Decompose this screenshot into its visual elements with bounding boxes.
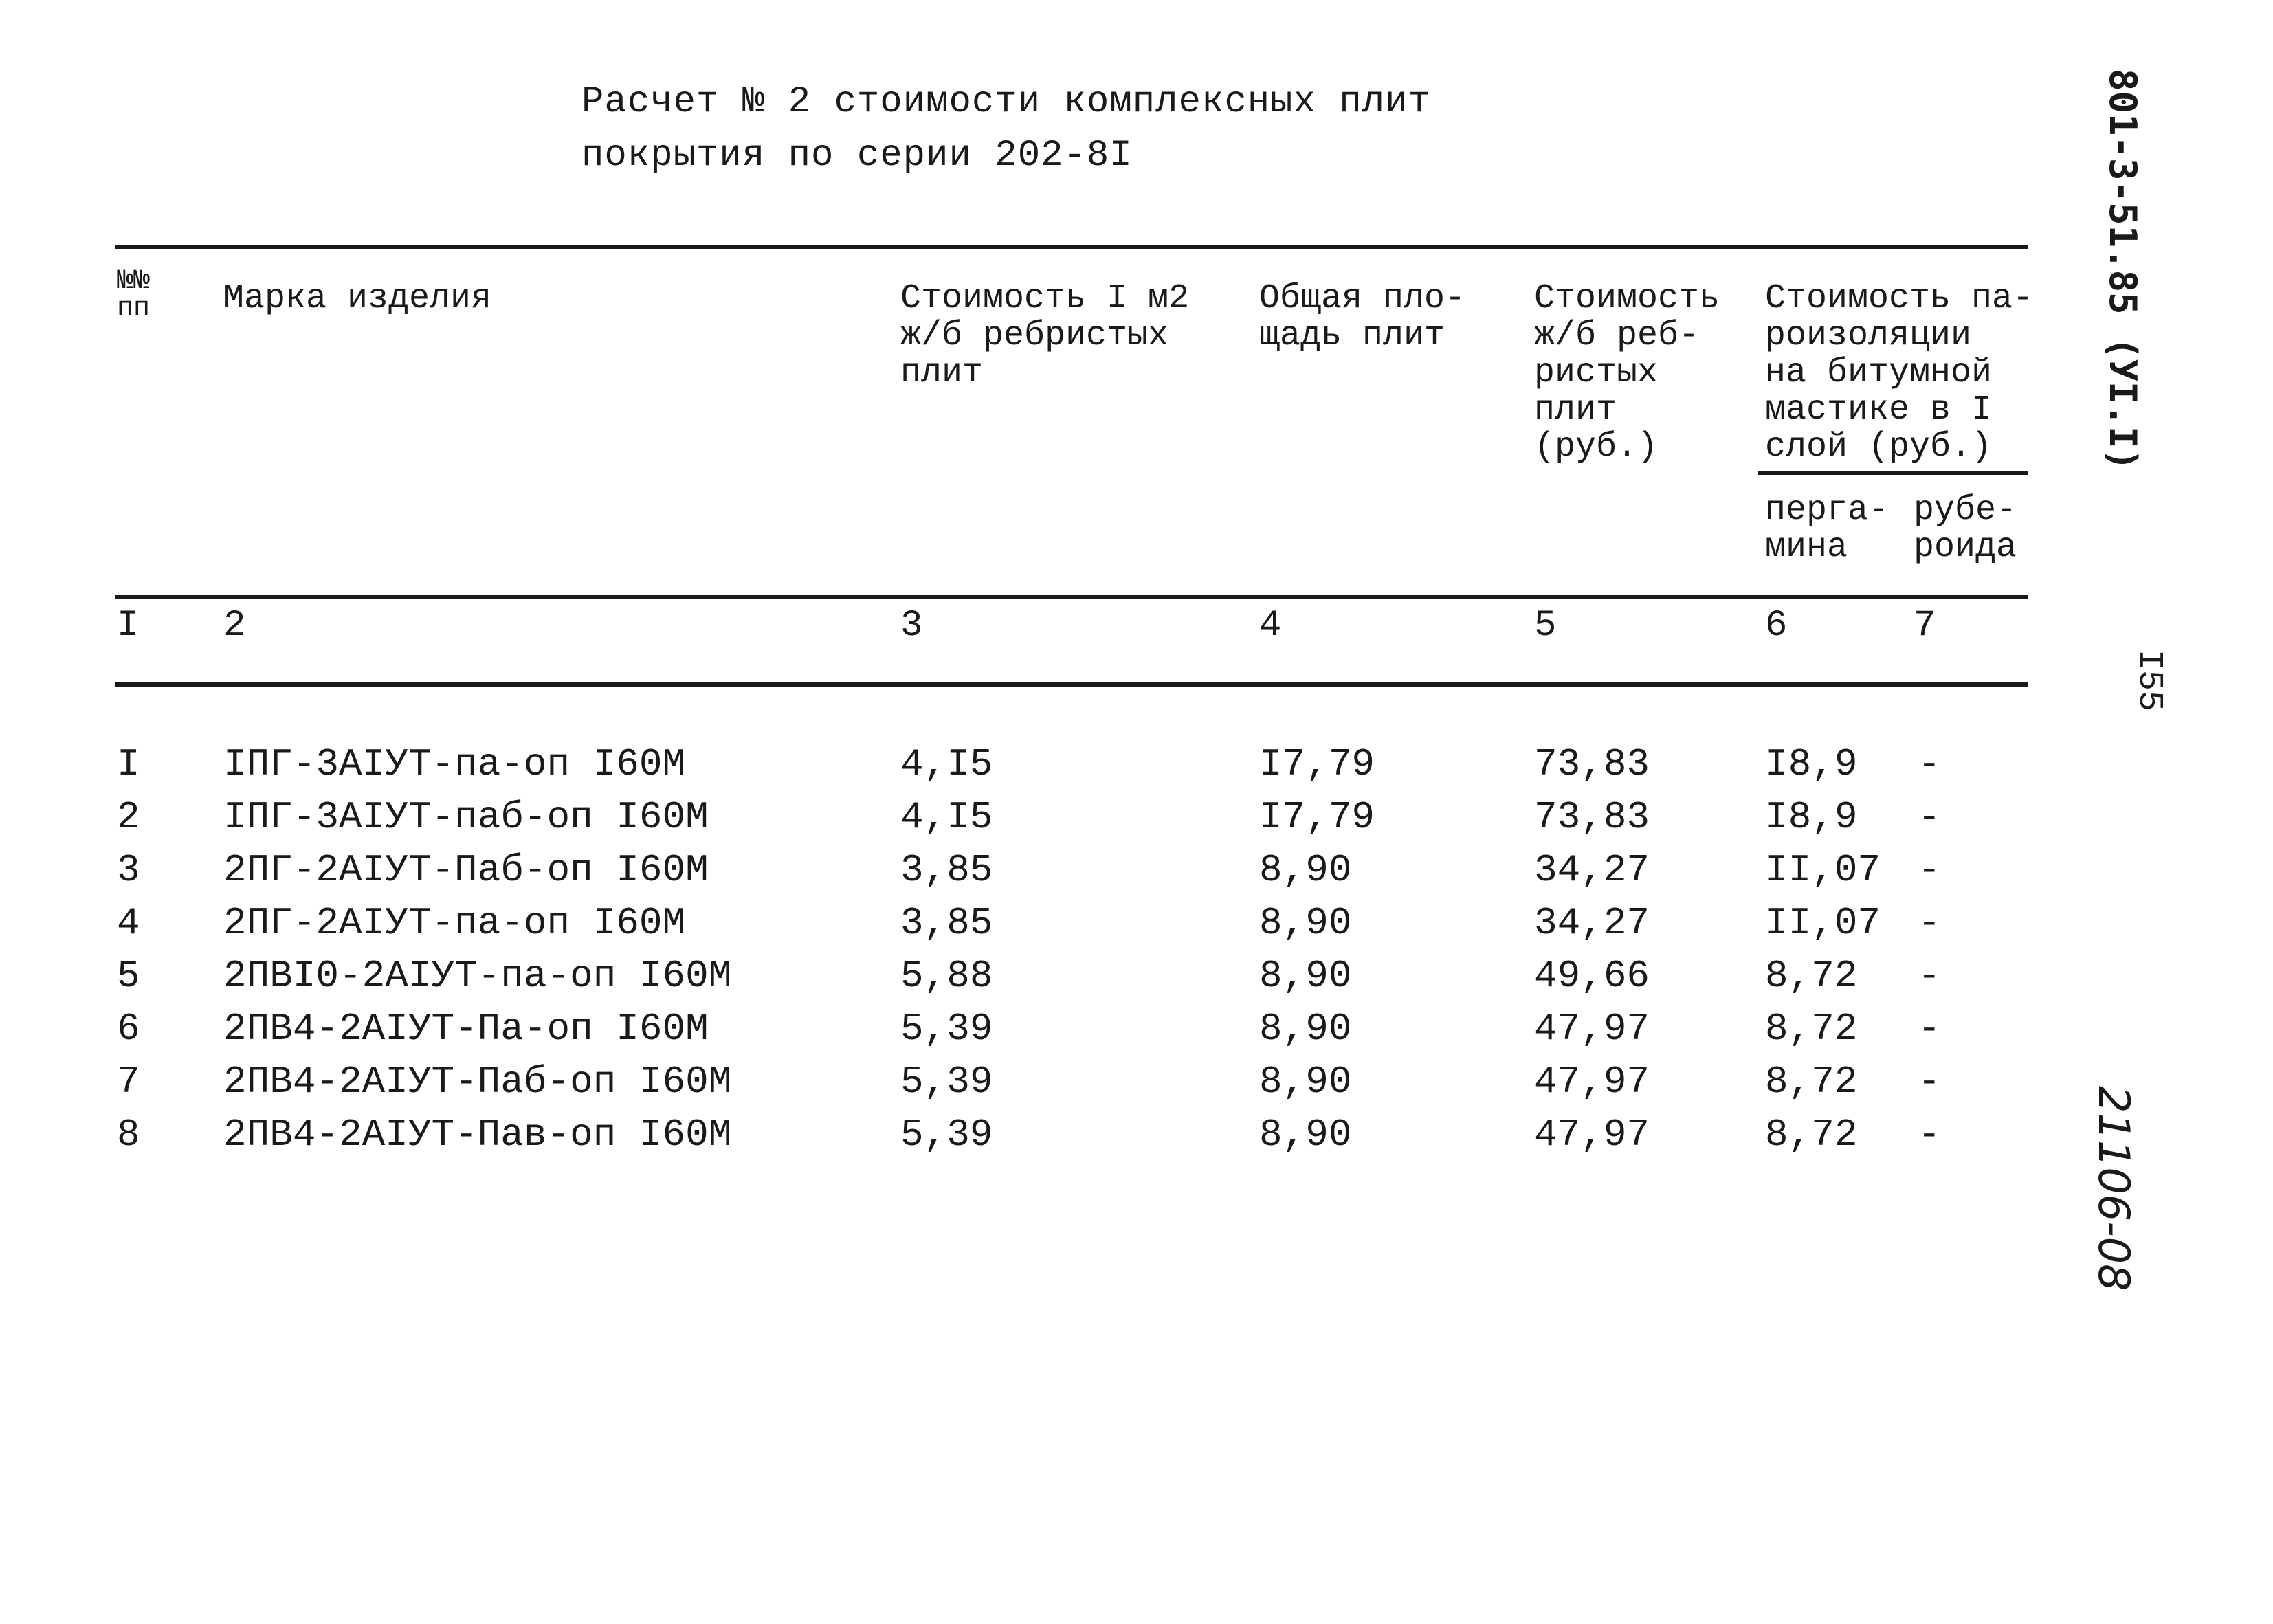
total-area: 8,90 — [1259, 1060, 1352, 1104]
plates-cost: 47,97 — [1534, 1060, 1650, 1104]
total-area: I7,79 — [1259, 742, 1375, 786]
header-ruberoid: рубе- роида — [1914, 491, 2017, 567]
plates-cost: 34,27 — [1534, 901, 1650, 945]
pergamin-cost: 8,72 — [1765, 1007, 1858, 1051]
product-mark: 2ПГ-2АIУТ-па-оп I60М — [223, 901, 686, 945]
total-area: 8,90 — [1259, 1007, 1352, 1051]
row-number: 5 — [117, 954, 140, 998]
pergamin-cost: 8,72 — [1765, 954, 1858, 998]
column-number: 7 — [1914, 605, 1936, 647]
row-number: 7 — [117, 1060, 140, 1104]
product-mark: 2ПВ4-2АIУТ-Пав-оп I60М — [223, 1113, 732, 1157]
pergamin-cost: II,07 — [1765, 848, 1881, 892]
cost-per-m2: 5,39 — [900, 1113, 993, 1157]
total-area: 8,90 — [1259, 1113, 1352, 1157]
header-num: №№ пп — [117, 266, 151, 324]
plates-cost: 49,66 — [1534, 954, 1650, 998]
header-pergamin: перга- мина — [1765, 491, 1889, 567]
row-number: 3 — [117, 848, 140, 892]
column-numbers-rule — [115, 682, 2028, 687]
table-top-rule — [115, 245, 2028, 249]
header-bottom-rule — [115, 595, 2028, 599]
ruberoid-cost: - — [1918, 1060, 1941, 1104]
row-number: I — [117, 742, 140, 786]
ruberoid-cost: - — [1918, 1007, 1941, 1051]
cost-per-m2: 5,39 — [900, 1007, 993, 1051]
column-number: 5 — [1534, 605, 1557, 647]
header-area: Общая пло- щадь плит — [1259, 279, 1466, 355]
cost-per-m2: 3,85 — [900, 901, 993, 945]
ruberoid-cost: - — [1918, 901, 1941, 945]
ruberoid-cost: - — [1918, 1113, 1941, 1157]
page-title: Расчет № 2 стоимости комплексных плит — [581, 81, 1431, 123]
page-number: I55 — [2129, 649, 2169, 712]
subheader-rule — [1758, 471, 2028, 475]
page-subtitle: покрытия по серии 202-8I — [581, 135, 1133, 177]
cost-per-m2: 5,88 — [900, 954, 993, 998]
plates-cost: 73,83 — [1534, 795, 1650, 839]
product-mark: 2ПВ4-2АIУТ-Па-оп I60М — [223, 1007, 709, 1051]
archive-stamp: 21106-08 — [2089, 1086, 2139, 1291]
pergamin-cost: I8,9 — [1765, 795, 1858, 839]
plates-cost: 47,97 — [1534, 1113, 1650, 1157]
product-mark: 2ПВ4-2АIУТ-Паб-оп I60М — [223, 1060, 732, 1104]
row-number: 4 — [117, 901, 140, 945]
header-cost-plates: Стоимость ж/б реб- ристых плит (руб.) — [1534, 279, 1720, 467]
column-number: I — [117, 605, 140, 647]
column-number: 4 — [1259, 605, 1282, 647]
total-area: 8,90 — [1259, 848, 1352, 892]
pergamin-cost: II,07 — [1765, 901, 1881, 945]
column-number: 6 — [1765, 605, 1788, 647]
cost-per-m2: 4,I5 — [900, 795, 993, 839]
pergamin-cost: I8,9 — [1765, 742, 1858, 786]
cost-per-m2: 5,39 — [900, 1060, 993, 1104]
pergamin-cost: 8,72 — [1765, 1060, 1858, 1104]
header-vapor-insulation: Стоимость па- роизоляции на битумной мастике в I слой (руб.) — [1765, 279, 2034, 467]
row-number: 8 — [117, 1113, 140, 1157]
product-mark: IПГ-3АIУТ-паб-оп I60М — [223, 795, 709, 839]
pergamin-cost: 8,72 — [1765, 1113, 1858, 1157]
header-mark: Марка изделия — [223, 279, 492, 318]
ruberoid-cost: - — [1918, 954, 1941, 998]
row-number: 6 — [117, 1007, 140, 1051]
header-cost-m2: Стоимость I м2 ж/б ребристых плит — [900, 279, 1190, 392]
document-code: 801-3-51.85 (УI.I) — [2101, 69, 2144, 471]
ruberoid-cost: - — [1918, 795, 1941, 839]
total-area: I7,79 — [1259, 795, 1375, 839]
plates-cost: 73,83 — [1534, 742, 1650, 786]
cost-per-m2: 4,I5 — [900, 742, 993, 786]
column-number: 2 — [223, 605, 246, 647]
ruberoid-cost: - — [1918, 742, 1941, 786]
column-number: 3 — [900, 605, 923, 647]
ruberoid-cost: - — [1918, 848, 1941, 892]
plates-cost: 47,97 — [1534, 1007, 1650, 1051]
row-number: 2 — [117, 795, 140, 839]
total-area: 8,90 — [1259, 954, 1352, 998]
product-mark: IПГ-3АIУТ-па-оп I60М — [223, 742, 686, 786]
total-area: 8,90 — [1259, 901, 1352, 945]
plates-cost: 34,27 — [1534, 848, 1650, 892]
product-mark: 2ПВI0-2АIУТ-па-оп I60М — [223, 954, 732, 998]
product-mark: 2ПГ-2АIУТ-Паб-оп I60М — [223, 848, 709, 892]
cost-per-m2: 3,85 — [900, 848, 993, 892]
